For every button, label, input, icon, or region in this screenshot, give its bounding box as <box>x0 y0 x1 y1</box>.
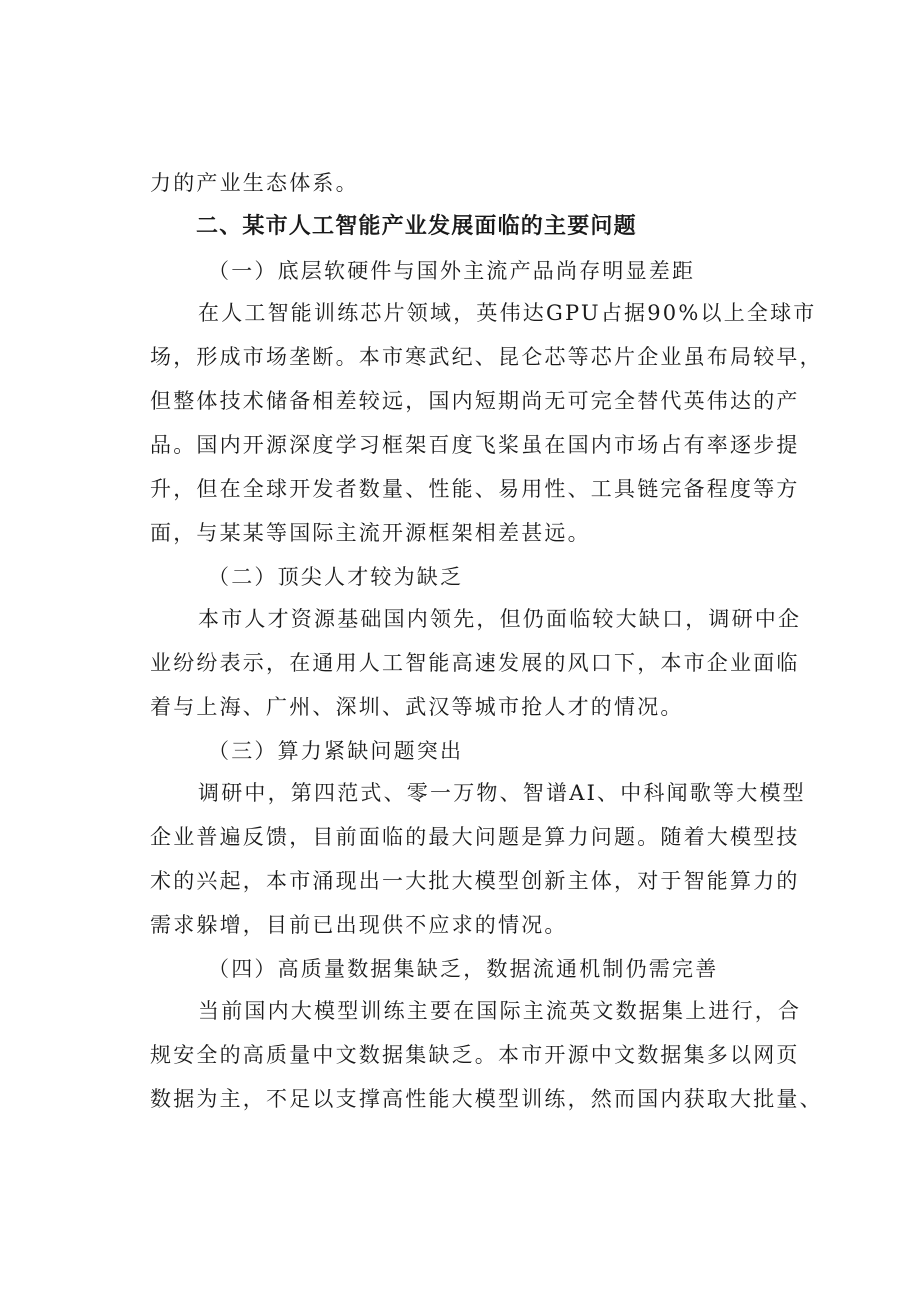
subsection-heading-1: （一）底层软硬件与国外主流产品尚存明显差距 <box>208 259 696 283</box>
paragraph-2-line-1: 本市人才资源基础国内领先，但仍面临较大缺口，调研中企 <box>198 607 802 631</box>
paragraph-4-line-2: 规安全的高质量中文数据集缺乏。本市开源中文数据集多以网页 <box>150 1043 800 1067</box>
paragraph-2-line-2: 业纷纷表示，在通用人工智能高速发展的风口下，本市企业面临 <box>150 651 800 675</box>
paragraph-1-line-4: 品。国内开源深度学习框架百度飞桨虽在国内市场占有率逐步提 <box>150 433 800 457</box>
subsection-heading-4: （四）高质量数据集缺乏，数据流通机制仍需完善 <box>208 957 719 981</box>
subsection-heading-3: （三）算力紧缺问题突出 <box>208 739 464 763</box>
paragraph-1-line-6: 面，与某某等国际主流开源框架相差甚远。 <box>150 521 591 545</box>
section-heading: 二、某市人工智能产业发展面临的主要问题 <box>196 214 637 239</box>
paragraph-3-line-2: 企业普遍反馈，目前面临的最大问题是算力问题。随着大模型技 <box>150 825 800 849</box>
paragraph-4-line-1: 当前国内大模型训练主要在国际主流英文数据集上进行，合 <box>198 999 802 1023</box>
paragraph-1-line-5: 升，但在全球开发者数量、性能、易用性、工具链完备程度等方 <box>150 477 800 501</box>
subsection-heading-2: （二）顶尖人才较为缺乏 <box>208 565 464 589</box>
paragraph-3-line-4: 需求躲增，目前已出现供不应求的情况。 <box>150 913 568 937</box>
paragraph-continuation: 力的产业生态体系。 <box>150 171 359 195</box>
paragraph-1-line-2: 场，形成市场垄断。本市寒武纪、昆仑芯等芯片企业虽布局较早， <box>150 345 823 369</box>
paragraph-4-line-3: 数据为主，不足以支撑高性能大模型训练，然而国内获取大批量、 <box>150 1087 823 1111</box>
paragraph-2-line-3: 着与上海、广州、深圳、武汉等城市抢人才的情况。 <box>150 695 684 719</box>
paragraph-1-line-1: 在人工智能训练芯片领域，英伟达GPU占据90%以上全球市 <box>198 301 817 325</box>
paragraph-1-line-3: 但整体技术储备相差较远，国内短期尚无可完全替代英伟达的产 <box>150 389 800 413</box>
paragraph-3-line-1: 调研中，第四范式、零一万物、智谱AI、中科闻歌等大模型 <box>198 781 806 805</box>
paragraph-3-line-3: 术的兴起，本市涌现出一大批大模型创新主体，对于智能算力的 <box>150 869 800 893</box>
